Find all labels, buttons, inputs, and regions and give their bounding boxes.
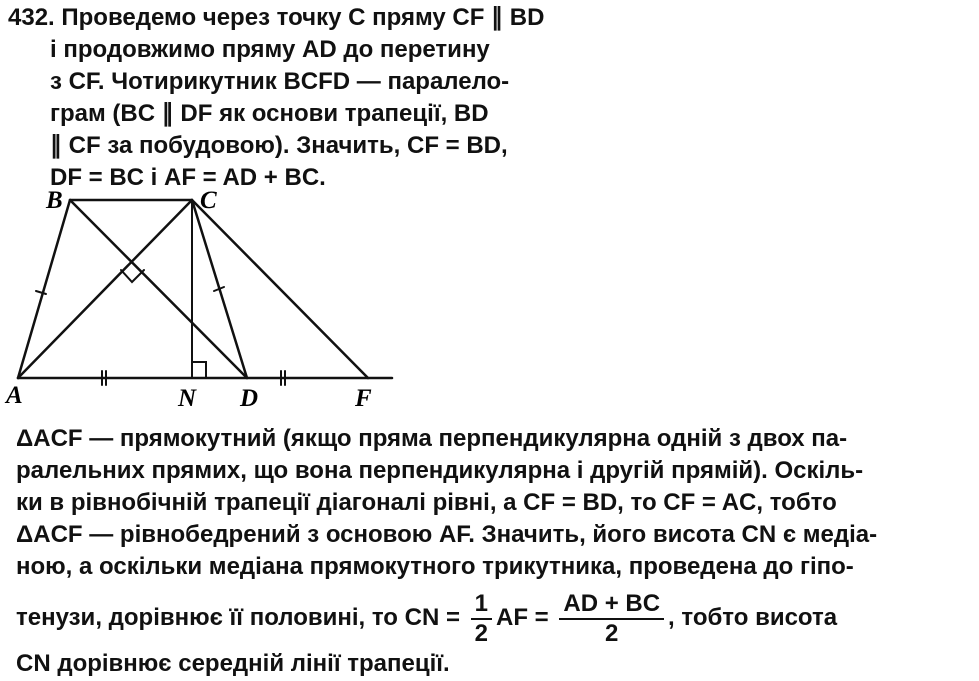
fraction-one-half-num: 1: [471, 590, 492, 620]
fraction-sum: [559, 590, 664, 648]
problem-line-3: з CF. Чотирикутник BCFD — паралело-: [50, 68, 510, 95]
fraction-one-half: [471, 590, 492, 648]
problem-text-1: Проведемо через точку C пряму CF ∥ BD: [61, 4, 545, 31]
body-line-4: ΔACF — рівнобедрений з основою AF. Значить, його висота CN є медіа-: [16, 521, 878, 548]
fraction-one-half-den: 2: [474, 619, 489, 647]
body-line-7: CN дорівнює середній лінії трапеції.: [16, 650, 450, 677]
label-n: N: [178, 385, 197, 412]
problem-line-5: ∥ CF за побудовою). Значить, CF = BD,: [50, 132, 508, 159]
problem-line-6: DF = BC і AF = AD + BC.: [50, 164, 326, 191]
body-line-3: ки в рівнобічній трапеції діагоналі рівні, а CF = BD, то CF = AC, тобто: [16, 489, 837, 516]
problem-number: 432.: [8, 4, 55, 31]
right-angle-n: [192, 362, 206, 378]
label-b: B: [46, 187, 63, 214]
problem-line-4: грам (BC ∥ DF як основи трапеції, BD: [50, 100, 489, 127]
body-line-6-pre: тенузи, дорівнює її половині, то CN =: [16, 604, 467, 631]
body-line-2: ралельних прямих, що вона перпендикулярна і другій прямій). Оскіль-: [16, 457, 864, 484]
body-line-5: ною, а оскільки медіана прямокутного трикутника, проведена до гіпо-: [16, 553, 854, 580]
body-line-6-post: , тобто висота: [668, 604, 838, 631]
label-d: D: [240, 385, 259, 412]
label-c: C: [200, 187, 217, 214]
fraction-sum-num: AD + BC: [559, 590, 664, 620]
problem-line-2: і продовжимо пряму AD до перетину: [50, 36, 490, 63]
body-line-6-mid: AF =: [496, 604, 556, 631]
body-line-1: ΔACF — прямокутний (якщо пряма перпендикулярна одній з двох па-: [16, 425, 848, 452]
body-line-6: [16, 588, 837, 650]
label-f: F: [355, 385, 372, 412]
fraction-sum-den: 2: [605, 619, 619, 647]
label-a: A: [6, 382, 23, 409]
